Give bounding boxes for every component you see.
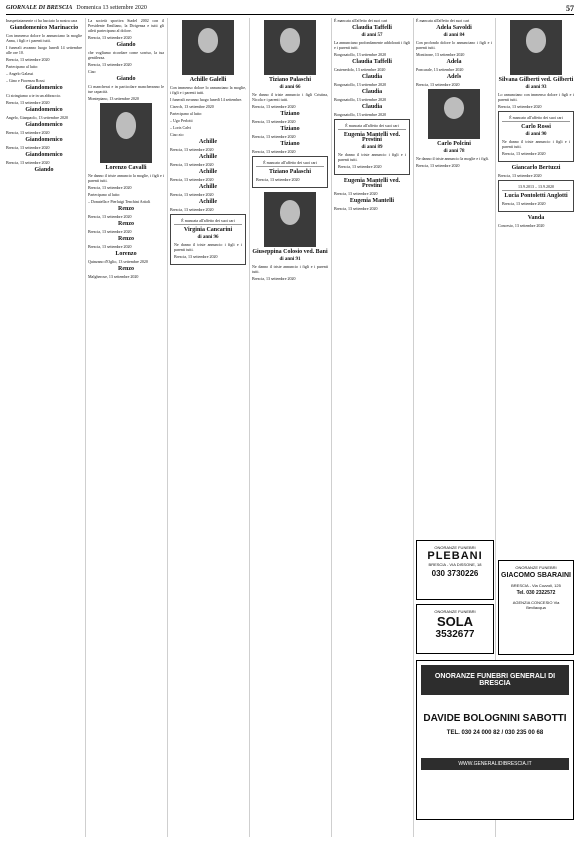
column-separator: [85, 18, 86, 837]
notice-text: Ne danno il triste annuncio la moglie, i figli e i parenti tutti.: [88, 173, 164, 183]
ad-title: ONORANZE FUNEBRI: [515, 565, 557, 570]
notice-text: Brescia, 13 settembre 2020: [498, 173, 542, 178]
portrait-photo: [182, 20, 234, 75]
column-separator: [249, 18, 250, 837]
notice-text: Ne danno il triste annuncio i figli e i parenti tutti.: [174, 242, 242, 252]
ad-address: BRESCIA - Via Cozzoli, 125: [511, 583, 561, 588]
deceased-name: Giandomenico: [25, 85, 63, 91]
notice-box: [170, 214, 246, 265]
deceased-name: Achille Galelli: [189, 77, 227, 83]
deceased-name: Achille: [199, 169, 217, 175]
notice-text: Concesio, 13 settembre 2020: [498, 223, 545, 228]
deceased-name: Giando: [116, 76, 136, 82]
portrait-photo: [428, 89, 480, 139]
deceased-name: Tiziano: [280, 126, 300, 132]
ad-phone: 3532677: [435, 629, 475, 640]
notice-text: Brescia, 13 settembre 2020: [170, 162, 214, 167]
notice-text: I funerali avranno luogo lunedì 14 settembre.: [170, 97, 243, 102]
notice-text: Borgosatollo, 13 settembre 2020: [334, 97, 387, 102]
column-3: [170, 18, 246, 837]
deceased-name: Giancarlo Bertuzzi: [511, 165, 561, 171]
notice-name: Lucia Pontoletti Anglotti: [504, 193, 568, 199]
notice-place-date: Brescia, 13 settembre 2020: [502, 201, 546, 206]
notice-text: Brescia, 13 settembre 2020: [88, 229, 132, 234]
ad-title: ONORANZE FUNEBRI GENERALI DI BRESCIA: [434, 673, 556, 687]
deceased-name: Achille: [199, 199, 217, 205]
notice-text: Ne danno il triste annuncio i figli Cristina, Nicola e i parenti tutti.: [252, 92, 328, 102]
deceased-name: Adela Savoldi: [436, 25, 472, 31]
column-1: [6, 18, 82, 837]
notice-name: Virginia Cancarini: [183, 227, 233, 233]
page-header: [6, 3, 574, 13]
notice-text: Brescia, 13 settembre 2020: [252, 149, 296, 154]
ad-name: SOLA: [436, 614, 474, 629]
notice-text: Ciao zio: [170, 132, 184, 137]
notice-text: Ci stringiamo a te in un abbraccio.: [6, 93, 62, 98]
notice-text: Brescia, 13 settembre 2020: [88, 214, 132, 219]
notice-heading: È mancato all'affetto dei suoi cari: [256, 160, 324, 167]
notice-text: Ne danno il triste annuncio i figli e i parenti tutti.: [502, 139, 570, 149]
deceased-name: Tiziano: [280, 111, 300, 117]
ad-website: WWW.GENERALIDIBRESCIA.IT: [421, 758, 569, 770]
deceased-name: Claudia: [361, 74, 383, 80]
header-rule: [6, 14, 574, 15]
deceased-name: Silvana Gilberti ved. Gilberti: [498, 77, 574, 83]
column-5: [334, 18, 410, 837]
notice-text: Brescia, 13 settembre 2020: [170, 192, 214, 197]
notice-text: – Loris Calvi: [170, 125, 192, 130]
notice-text: Brescia, 13 settembre 2020: [252, 134, 296, 139]
notice-name: Eugenia Mantelli ved. Prestini: [343, 132, 401, 143]
deceased-name: Adela: [446, 59, 462, 65]
notice-text: – Donatella e Pierluigi Tenchini Artioli: [88, 199, 151, 204]
notice-text: Brescia, 13 settembre 2020: [334, 206, 378, 211]
deceased-name: Eugenia Mantelli ved. Prestini: [343, 178, 401, 189]
deceased-name: Giando: [34, 167, 54, 173]
portrait-photo: [100, 103, 152, 163]
ad-phone: TEL. 030 24 000 82 / 030 235 00 68: [446, 730, 544, 736]
deceased-age: di anni 91: [279, 257, 301, 262]
notice-text: Brescia, 13 settembre 2020: [88, 62, 132, 67]
column-7: [498, 18, 574, 548]
notice-box: [498, 111, 574, 162]
deceased-name: Claudia Taffelli: [352, 59, 392, 65]
notice-place-date: Brescia, 13 settembre 2020: [256, 177, 300, 182]
notice-text: Borgosatollo, 13 settembre 2020: [334, 52, 387, 57]
notice-text: Brescia, 13 settembre 2020: [88, 185, 132, 190]
deceased-age: di anni 93: [525, 85, 547, 90]
deceased-name: Tiziano: [280, 141, 300, 147]
deceased-name: Tiziano Palaschi: [268, 77, 312, 83]
deceased-name: Giandomenico: [25, 122, 63, 128]
notice-text: È mancata all'affetto dei suoi cari: [334, 18, 388, 23]
notice-box: [252, 156, 328, 188]
ad-phone: Tel. 030 2322572: [516, 590, 556, 596]
notice-heading: È mancata all'affetto dei suoi cari: [174, 218, 242, 225]
notice-text: Poncarale, 13 settembre 2020: [416, 67, 464, 72]
column-2: [88, 18, 164, 837]
ad-name: DAVIDE BOLOGNINI SABOTTI: [423, 713, 567, 724]
deceased-name: Lorenzo: [115, 251, 137, 257]
deceased-name: Renzo: [118, 206, 134, 212]
notice-age: di anni 96: [197, 235, 219, 240]
notice-text: Brescia, 13 settembre 2020: [6, 130, 50, 135]
notice-text: Ne danno il triste annuncio i figli e i parenti tutti.: [338, 152, 406, 162]
notice-text: Brescia, 13 settembre 2020: [6, 100, 50, 105]
notice-heading: È mancato all'affetto dei suoi cari: [502, 115, 570, 122]
deceased-name: Giuseppina Colosio ved. Bani: [252, 249, 328, 255]
ad-title: ONORANZE FUNEBRI: [434, 545, 476, 550]
notice-text: Partecipano al lutto:: [88, 192, 121, 197]
newspaper-name: GIORNALE DI BRESCIA: [6, 5, 73, 11]
deceased-age: di anni 84: [443, 33, 465, 38]
notice-text: Angelo, Gianpaolo, 13 settembre 2020: [6, 115, 68, 120]
notice-box: [498, 180, 574, 212]
notice-text: Inaspettatamente ci ha lasciato la nostra cara: [6, 18, 78, 23]
notice-text: Brescia, 13 settembre 2020: [416, 82, 460, 87]
deceased-name: Giandomenico: [25, 152, 63, 158]
deceased-name: Achille: [199, 184, 217, 190]
ad-sola: [416, 604, 494, 654]
column-separator: [331, 18, 332, 837]
notice-text: Quinzano d'Oglio, 13 settembre 2020: [88, 259, 148, 264]
deceased-age: di anni 66: [279, 85, 301, 90]
ad-plebani: [416, 540, 494, 600]
deceased-name: Renzo: [118, 221, 134, 227]
deceased-name: Eugenia Mantelli: [349, 198, 395, 204]
deceased-age: di anni 57: [361, 33, 383, 38]
notice-text: Montirone, 13 settembre 2020: [416, 52, 465, 57]
notice-text: Brescia, 13 settembre 2020: [416, 163, 460, 168]
column-separator: [413, 18, 414, 837]
deceased-name: Giandomenico Marinaccio: [9, 25, 79, 31]
notice-text: – Ugo Perlotti: [170, 118, 193, 123]
notice-heading: 13.9.2013 – 13.9.2020: [502, 184, 570, 191]
deceased-age: di anni 78: [443, 149, 465, 154]
deceased-name: Claudia: [361, 89, 383, 95]
notice-text: I funerali avranno luogo lunedì 14 settembre alle ore 10.: [6, 45, 82, 55]
notice-text: Brescia, 13 settembre 2020: [6, 160, 50, 165]
deceased-name: Giandomenico: [25, 137, 63, 143]
notice-text: Brescia, 13 settembre 2020: [252, 104, 296, 109]
notice-text: Ne danno il triste annuncio la moglie e i figli.: [416, 156, 489, 161]
column-4: [252, 18, 328, 837]
notice-name: Tiziano Palaschi: [268, 169, 312, 175]
notice-place-date: Brescia, 13 settembre 2020: [338, 164, 382, 169]
notice-text: Partecipano al lutto:: [170, 111, 203, 116]
ad-address: BRESCIA - VIA DISSONE, 18: [428, 562, 482, 567]
notice-text: Con immenso dolore lo annunciano la moglie Anna, i figli e i parenti tutti.: [6, 33, 82, 43]
notice-text: Malgherose, 13 settembre 2020: [88, 274, 139, 279]
notice-text: È mancata all'affetto dei suoi cari: [416, 18, 470, 23]
ad-name: PLEBANI: [427, 550, 483, 562]
notice-text: Brescia, 13 settembre 2020: [252, 119, 296, 124]
notice-text: Ciserch, 13 settembre 2020: [170, 104, 214, 109]
notice-text: Castenedolo, 13 settembre 2020: [334, 67, 386, 72]
notice-text: Partecipano al lutto:: [6, 64, 39, 69]
notice-text: Lo annunciano con immenso dolore i figli e i parenti tutti.: [498, 92, 574, 102]
ad-sbaraini: [498, 560, 574, 655]
ad-title: ONORANZE FUNEBRI: [434, 609, 476, 614]
notice-text: Brescia, 13 settembre 2020: [6, 57, 50, 62]
notice-text: Con immenso dolore lo annunciano la moglie, i figli e i parenti tutti.: [170, 85, 246, 95]
ad-name: GIACOMO SBARAINI: [501, 572, 571, 579]
notice-text: Ne danno il triste annuncio i figli e i parenti tutti.: [252, 264, 328, 274]
deceased-name: Renzo: [118, 236, 134, 242]
notice-place-date: Brescia, 13 settembre 2020: [174, 254, 218, 259]
deceased-name: Lorenzo Cavalli: [105, 165, 147, 171]
portrait-photo: [264, 20, 316, 75]
portrait-photo: [264, 192, 316, 247]
notice-text: Brescia, 13 settembre 2020: [170, 177, 214, 182]
notice-text: Brescia, 13 settembre 2020: [170, 207, 214, 212]
notice-text: Brescia, 13 settembre 2020: [498, 104, 542, 109]
notice-heading: È mancata all'affetto dei suoi cari: [338, 123, 406, 130]
notice-text: Brescia, 13 settembre 2020: [88, 35, 132, 40]
deceased-name: Adels: [446, 74, 462, 80]
ad-agency: AGENZIA CONCESIO Via Bevilacqua: [512, 600, 560, 610]
notice-text: La annunciano profondamente addolorati i figli e i parenti tutti.: [334, 40, 410, 50]
deceased-name: Claudia: [361, 104, 383, 110]
portrait-photo: [510, 20, 562, 75]
notice-age: di anni 90: [525, 132, 547, 137]
notice-text: Brescia, 13 settembre 2020: [88, 244, 132, 249]
notice-text: Montepiano, 13 settembre 2020: [88, 96, 139, 101]
notice-text: che vogliamo ricordare come sorriso, la tua gentilezza.: [88, 50, 164, 60]
deceased-name: Renzo: [118, 266, 134, 272]
notice-text: Ci mancherai e in particolare mancheranno le tue capacità.: [88, 84, 164, 94]
deceased-name: Vanda: [527, 215, 545, 221]
deceased-name: Carlo Polcini: [437, 141, 471, 147]
notice-text: Brescia, 13 settembre 2020: [170, 147, 214, 152]
page-number: 57: [566, 3, 574, 13]
notice-name: Carlo Rossi: [521, 124, 551, 130]
notice-age: di anni 89: [361, 145, 383, 150]
deceased-name: Claudia Taffelli: [352, 25, 392, 31]
column-6: [416, 18, 492, 533]
notice-text: La società sportiva Stadel 2002 con il Presidente Emiliano, la Dirigenza e tutti gli atleti partecipano al dolore.: [88, 18, 164, 33]
notice-text: Brescia, 13 settembre 2020: [334, 191, 378, 196]
deceased-name: Achille: [199, 154, 217, 160]
deceased-name: Giandomenico: [25, 107, 63, 113]
deceased-name: Achille: [199, 139, 217, 145]
notice-text: Borgosatollo, 13 settembre 2020: [334, 82, 387, 87]
notice-text: – Angelo Galassi: [6, 71, 34, 76]
notice-text: Ciao: [88, 69, 96, 74]
notice-place-date: Brescia, 13 settembre 2020: [502, 151, 546, 156]
notice-text: – Gino e Fiorenza Rossi: [6, 78, 45, 83]
notice-text: Brescia, 13 settembre 2020: [252, 276, 296, 281]
page-date: Domenica 13 settembre 2020: [76, 5, 147, 11]
notice-text: Borgosatollo, 13 settembre 2020: [334, 112, 387, 117]
column-separator: [167, 18, 168, 837]
ad-generali: [416, 660, 574, 820]
deceased-name: Giando: [116, 42, 136, 48]
notice-box: [334, 119, 410, 175]
notice-text: Con profondo dolore lo annunciano i figli e i parenti tutti.: [416, 40, 492, 50]
ad-phone: 030 3730226: [431, 569, 479, 578]
notice-text: Brescia, 13 settembre 2020: [6, 145, 50, 150]
